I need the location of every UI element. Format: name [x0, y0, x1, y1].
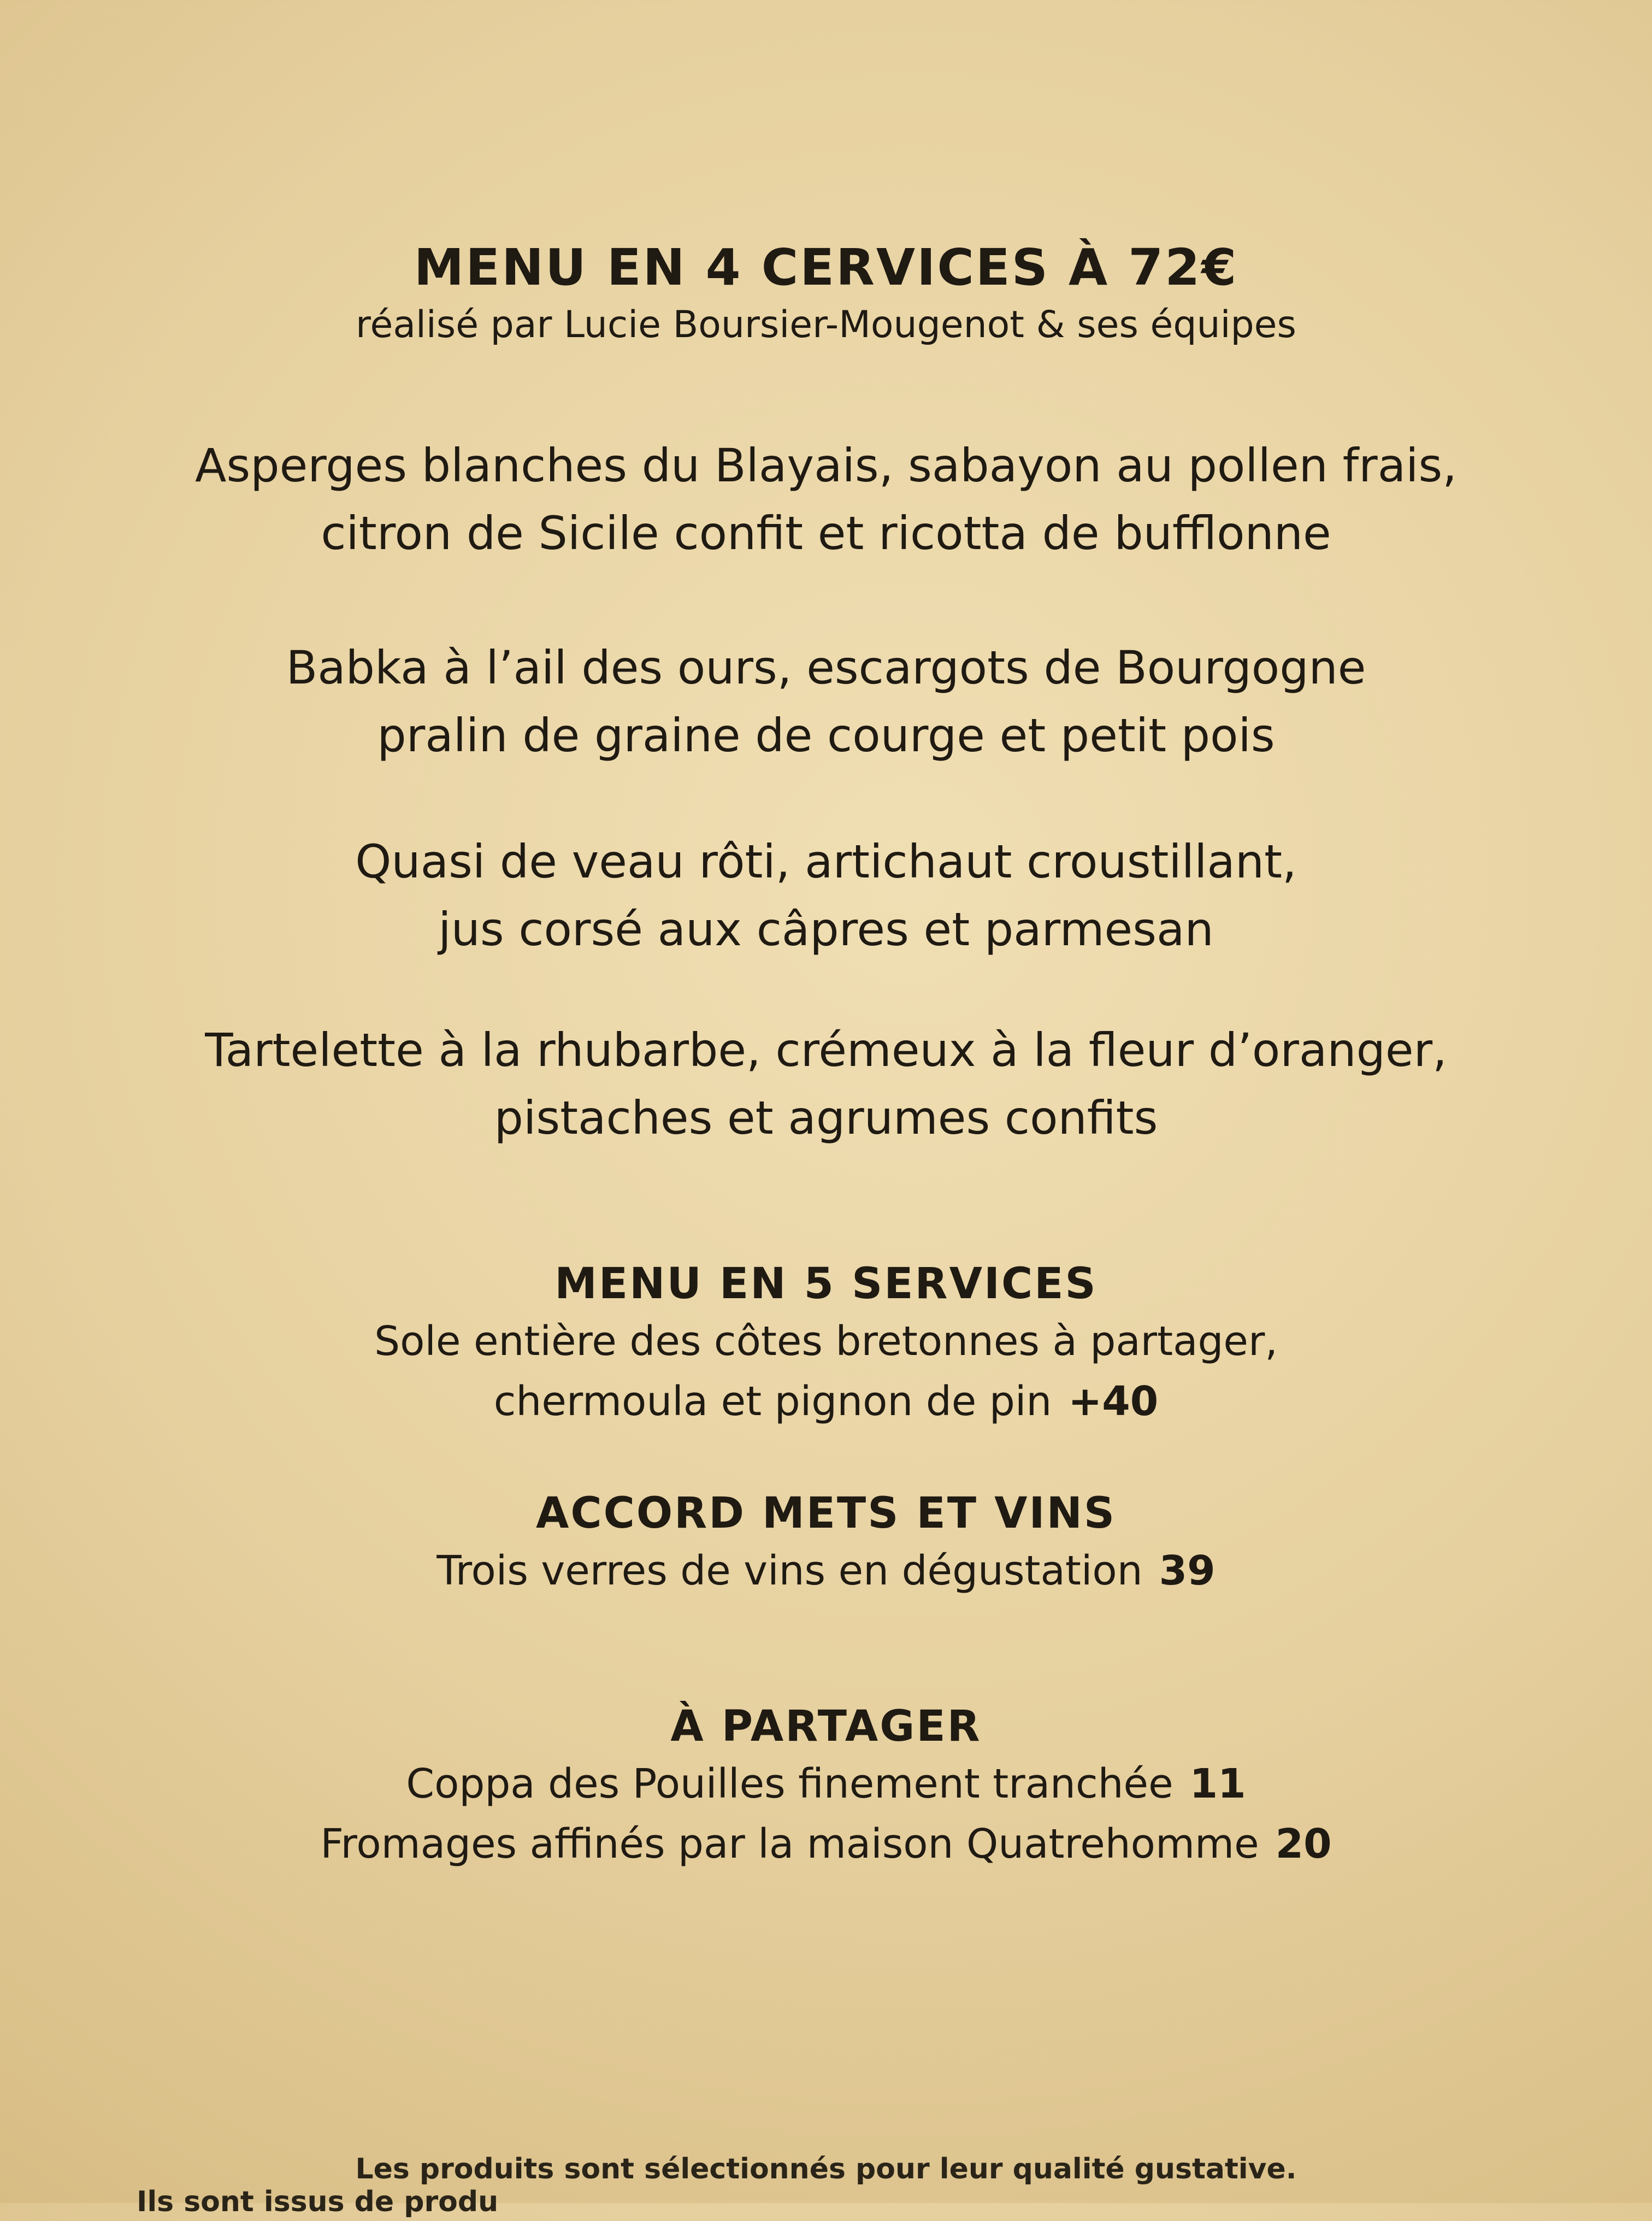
- footer-note: Les produits sont sélectionnés pour leur qualité gustative.: [355, 2153, 1297, 2185]
- accord-section: [0, 1486, 1652, 1601]
- dish-3: [0, 828, 1652, 963]
- dish-line: pistaches et agrumes confits: [494, 1091, 1158, 1145]
- menu-4-services-section: [0, 235, 1652, 301]
- dish-line: jus corsé aux câpres et parmesan: [438, 903, 1214, 956]
- accord-line: Trois verres de vins en dégustation: [436, 1547, 1143, 1594]
- partager-item-price: 20: [1275, 1821, 1332, 1867]
- menu-4-subtitle-wrap: [0, 301, 1652, 350]
- menu-5-title: MENU EN 5 SERVICES: [554, 1259, 1098, 1309]
- accord-title: ACCORD METS ET VINS: [535, 1489, 1117, 1538]
- dish-line: Tartelette à la rhubarbe, crémeux à la fleur d’oranger,: [205, 1023, 1447, 1077]
- menu-5-line-2-wrap: [0, 1371, 1652, 1431]
- dish-line: Quasi de veau rôti, artichaut croustillant,: [355, 835, 1297, 888]
- menu-5-line-2: chermoula et pignon de pin: [493, 1378, 1052, 1425]
- partager-item-price: 11: [1189, 1760, 1246, 1807]
- menu-5-price: +40: [1068, 1378, 1159, 1425]
- partager-item: [0, 1814, 1652, 1874]
- partager-item-label: Fromages affinés par la maison Quatrehomme: [320, 1821, 1259, 1867]
- dish-4: [0, 1016, 1652, 1152]
- accord-line-wrap: [0, 1541, 1652, 1601]
- menu-4-title: MENU EN 4 CERVICES À 72€: [414, 238, 1238, 297]
- a-partager-section: [0, 1699, 1652, 1874]
- partager-item: [0, 1754, 1652, 1814]
- dish-line: Babka à l’ail des ours, escargots de Bourgogne: [286, 641, 1366, 694]
- menu-5-line-1: Sole entière des côtes bretonnes à partager,: [374, 1318, 1278, 1365]
- dish-2: [0, 634, 1652, 769]
- a-partager-title: À PARTAGER: [670, 1702, 982, 1751]
- dish-line: Asperges blanches du Blayais, sabayon au pollen frais,: [195, 439, 1457, 492]
- accord-price: 39: [1159, 1547, 1216, 1594]
- menu-4-subtitle: réalisé par Lucie Boursier-Mougenot & ses équipes: [356, 303, 1296, 346]
- dish-line: pralin de graine de courge et petit pois: [377, 709, 1275, 762]
- dish-line: citron de Sicile confit et ricotta de bufflonne: [321, 506, 1331, 560]
- footer-note-cut: Ils sont issus de produ: [137, 2185, 499, 2218]
- dish-1: [0, 432, 1652, 567]
- partager-item-label: Coppa des Pouilles finement tranchée: [406, 1760, 1173, 1807]
- menu-5-services-section: [0, 1257, 1652, 1431]
